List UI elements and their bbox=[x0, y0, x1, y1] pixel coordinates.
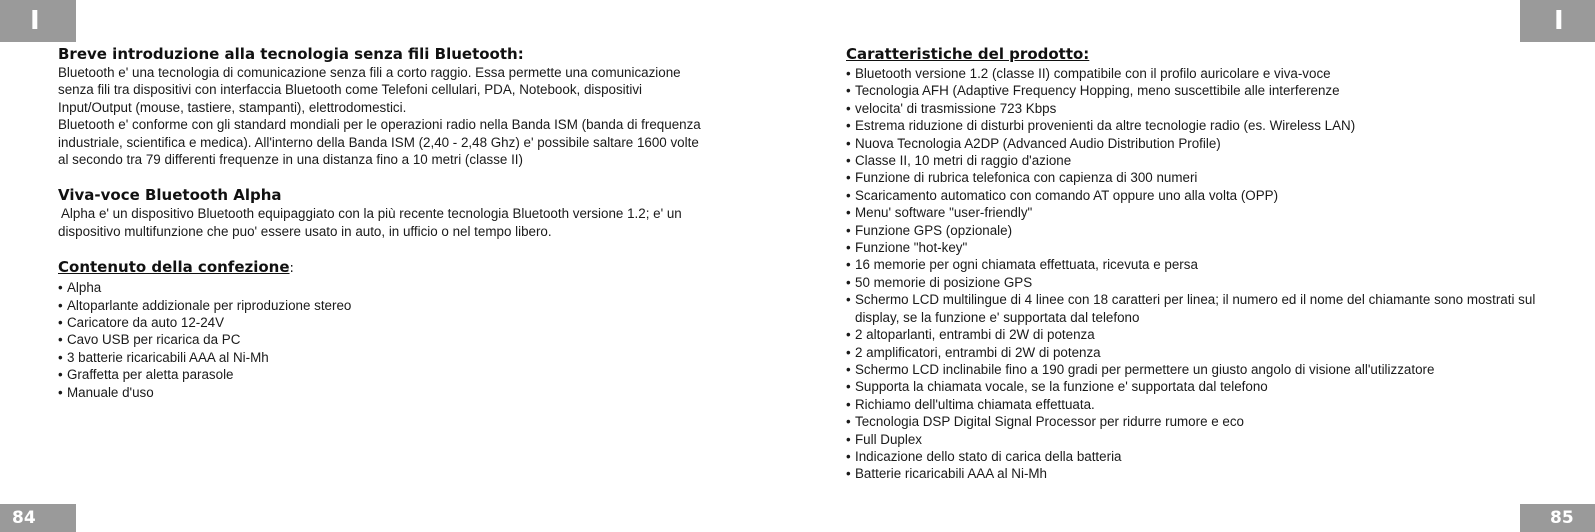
list-item: • Batterie ricaricabili AAA al Ni-Mh bbox=[846, 465, 1546, 482]
page-number-right-label: 85 bbox=[1550, 508, 1574, 528]
contents-title-text: Contenuto della confezione bbox=[58, 258, 290, 277]
list-item: • Supporta la chiamata vocale, se la funzione e' supportata dal telefono bbox=[846, 378, 1546, 395]
features-section bbox=[846, 44, 1546, 483]
list-item: • Funzione GPS (opzionale) bbox=[846, 222, 1546, 239]
page-number-left bbox=[0, 504, 76, 532]
list-item: • Graffetta per aletta parasole bbox=[58, 366, 778, 383]
list-item: • Bluetooth versione 1.2 (classe II) compatibile con il profilo auricolare e viva-voce bbox=[846, 65, 1546, 82]
features-title-text: Caratteristiche del prodotto: bbox=[846, 45, 1090, 63]
list-item: • Full Duplex bbox=[846, 431, 1546, 448]
chapter-tab-right-label: I bbox=[1554, 6, 1564, 36]
list-item: • Menu' software "user-friendly" bbox=[846, 204, 1546, 221]
list-item: • velocita' di trasmissione 723 Kbps bbox=[846, 100, 1546, 117]
list-item: • Manuale d'uso bbox=[58, 384, 778, 401]
list-item: • Caricatore da auto 12-24V bbox=[58, 314, 778, 331]
features-title bbox=[846, 44, 1546, 64]
contents-section bbox=[58, 257, 778, 401]
list-item: • Indicazione dello stato di carica della batteria bbox=[846, 448, 1546, 465]
intro-line: senza fili tra dispositivi con interfaccia Bluetooth come Telefoni cellulari, PDA, Notebook, dispositivi bbox=[58, 82, 643, 98]
list-item: • Schermo LCD multilingue di 4 linee con 18 caratteri per linea; il numero ed il nome del chiamante sono mostrati sul display, se la funzione e' supportata dal telefono bbox=[846, 291, 1546, 326]
contents-title bbox=[58, 257, 778, 279]
list-item: • 3 batterie ricaricabili AAA al Ni-Mh bbox=[58, 349, 778, 366]
list-item: • Tecnologia AFH (Adaptive Frequency Hopping, meno suscettibile alle interferenze bbox=[846, 82, 1546, 99]
list-item: • Alpha bbox=[58, 279, 778, 296]
list-item: • Altoparlante addizionale per riproduzione stereo bbox=[58, 297, 778, 314]
intro-section bbox=[58, 44, 778, 168]
page-number-right bbox=[1520, 504, 1595, 532]
right-page bbox=[846, 44, 1546, 483]
intro-line: Bluetooth e' una tecnologia di comunicazione senza fili a corto raggio. Essa permette una comunicazione bbox=[58, 65, 681, 80]
list-item: • Cavo USB per ricarica da PC bbox=[58, 331, 778, 348]
page-number-left-label: 84 bbox=[12, 508, 36, 528]
features-list bbox=[846, 65, 1546, 483]
intro-line: Bluetooth e' conforme con gli standard mondiali per le operazioni radio nella Banda ISM (banda di frequenza bbox=[58, 117, 701, 133]
vivavoce-line: Alpha e' un dispositivo Bluetooth equipaggiato con la più recente tecnologia Bluetooth versione 1.2; e' un bbox=[58, 206, 682, 222]
intro-title: Breve introduzione alla tecnologia senza fili Bluetooth: bbox=[58, 45, 524, 63]
list-item: • 16 memorie per ogni chiamata effettuata, ricevuta e persa bbox=[846, 256, 1546, 273]
list-item: • Funzione di rubrica telefonica con capienza di 300 numeri bbox=[846, 169, 1546, 186]
list-item: • Classe II, 10 metri di raggio d'azione bbox=[846, 152, 1546, 169]
list-item: • Richiamo dell'ultima chiamata effettuata. bbox=[846, 396, 1546, 413]
list-item: • Nuova Tecnologia A2DP (Advanced Audio Distribution Profile) bbox=[846, 135, 1546, 152]
contents-title-colon: : bbox=[289, 261, 294, 277]
vivavoce-section bbox=[58, 185, 778, 240]
list-item: • 50 memorie di posizione GPS bbox=[846, 274, 1546, 291]
list-item: • 2 altoparlanti, entrambi di 2W di potenza bbox=[846, 326, 1546, 343]
intro-line: al secondo tra 79 differenti frequenze in una distanza fino a 10 metri (classe II) bbox=[58, 152, 523, 168]
intro-line: Input/Output (mouse, tastiere, stampanti), elettrodomestici. bbox=[58, 99, 407, 115]
list-item: • 2 amplificatori, entrambi di 2W di potenza bbox=[846, 344, 1546, 361]
chapter-tab-left-label: I bbox=[30, 6, 40, 36]
list-item: • Tecnologia DSP Digital Signal Processor per ridurre rumore e eco bbox=[846, 413, 1546, 430]
list-item: • Estrema riduzione di disturbi provenienti da altre tecnologie radio (es. Wireless LAN) bbox=[846, 117, 1546, 134]
chapter-tab-right bbox=[1520, 0, 1595, 42]
left-page bbox=[58, 44, 778, 401]
list-item: • Schermo LCD inclinabile fino a 190 gradi per permettere un giusto angolo di visione all'utilizzatore bbox=[846, 361, 1546, 378]
list-item: • Funzione "hot-key" bbox=[846, 239, 1546, 256]
intro-line: industriale, scientifica e medica). All'interno della Banda ISM (2,40 - 2,48 Ghz) e' possibile saltare 1600 volte bbox=[58, 134, 699, 150]
vivavoce-title: Viva-voce Bluetooth Alpha bbox=[58, 186, 282, 205]
list-item: • Scaricamento automatico con comando AT oppure uno alla volta (OPP) bbox=[846, 187, 1546, 204]
vivavoce-line: dispositivo multifunzione che puo' essere usato in auto, in ufficio o nel tempo libero. bbox=[58, 223, 552, 239]
chapter-tab-left bbox=[0, 0, 76, 42]
contents-list bbox=[58, 279, 778, 401]
